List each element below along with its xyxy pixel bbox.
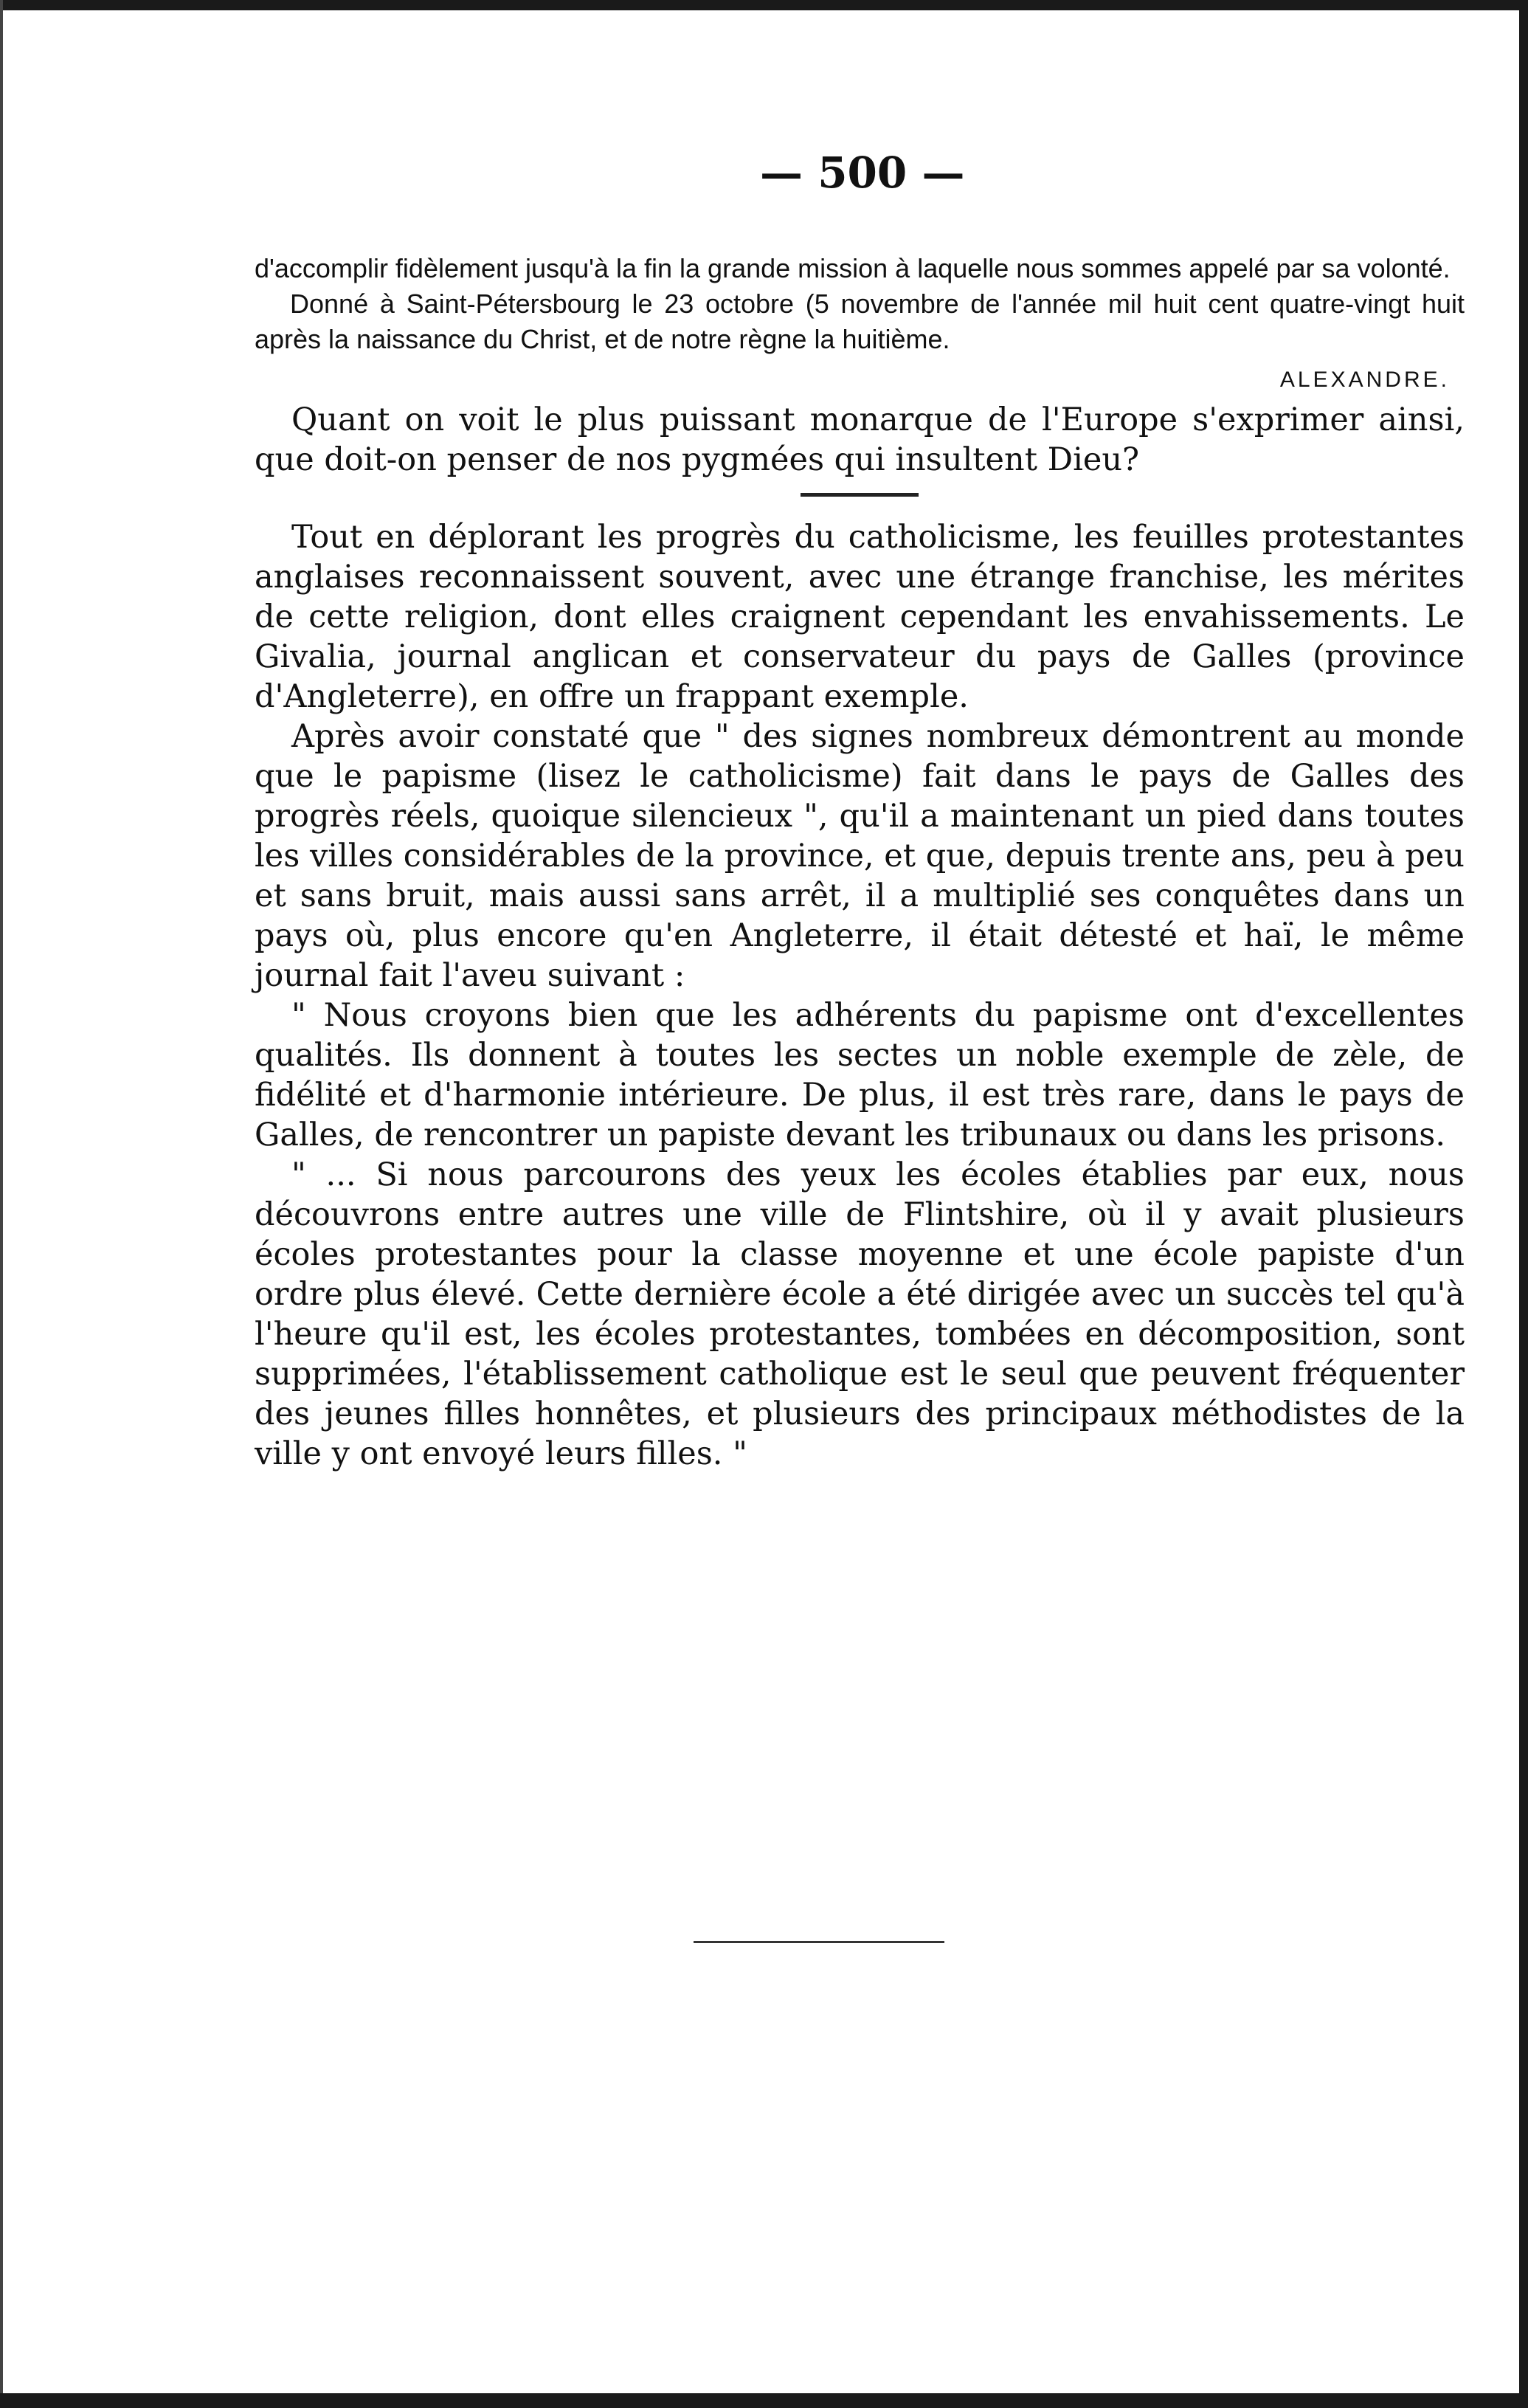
decree-signature: ALEXANDRE. — [1279, 368, 1450, 392]
page-number: — 500 — — [760, 148, 965, 198]
article-1-paragraph: Quant on voit le plus puissant monarque de l'Europe s'exprimer ainsi, que doit-on penser de nos pygmées qui insultent Dieu? — [255, 401, 1465, 478]
scan-right-border — [1519, 0, 1528, 2408]
article-2-quote-1: " Nous croyons bien que les adhérents du papisme ont d'excellentes qualités. Ils donnent à toutes les sectes un noble exemple de zèle, de fidélité et d'harmonie intérieure. De plus, il est très rare, dans le pays de Galles, de rencontrer un papiste devant les tribunaux ou dans les prisons. — [255, 997, 1465, 1153]
article-2-paragraph-2: Après avoir constaté que " des signes nombreux démontrent au monde que le papisme (lisez le catholicisme) fait dans le pays de Galles des progrès réels, quoique silencieux ", qu'il a maintenant un pied dans toutes les villes considérables de la province, et que, depuis trente ans, peu à peu et sans bruit, mais aussi sans arrêt, il a multiplié ses conquêtes dans un pays où, plus encore qu'en Angleterre, il était détesté et haï, le même journal fait l'aveu suivant : — [255, 718, 1465, 994]
decree-line-2: Donné à Saint-Pétersbourg le 23 octobre (5 novembre de l'année mil huit cent quatre-vingt huit après la naissance du Christ, et de notre règne la huitième. — [255, 289, 1465, 354]
section-divider — [801, 493, 919, 497]
closing-rule — [694, 1941, 944, 1943]
scan-left-border — [0, 0, 3, 2408]
scan-bottom-border — [0, 2393, 1528, 2408]
scan-top-border — [0, 0, 1528, 10]
article-2-paragraph-1: Tout en déplorant les progrès du catholicisme, les feuilles protestantes anglaises reconnaissent souvent, avec une étrange franchise, les mérites de cette religion, dont elles craignent cependant les envahissements. Le Givalia, journal anglican et conservateur du pays de Galles (province d'Angleterre), en offre un frappant exemple. — [255, 519, 1465, 715]
article-2-quote-2: " ... Si nous parcourons des yeux les écoles établies par eux, nous découvrons entre autres une ville de Flintshire, où il y avait plusieurs écoles protestantes pour la classe moyenne et une école papiste d'un ordre plus élevé. Cette dernière école a été dirigée avec un succès tel qu'à l'heure qu'il est, les écoles protestantes, tombées en décomposition, sont supprimées, l'établissement catholique est le seul que peuvent fréquenter des jeunes filles honnêtes, et plusieurs des principaux méthodistes de la ville y ont envoyé leurs filles. " — [255, 1156, 1465, 1472]
decree-line-1: d'accomplir fidèlement jusqu'à la fin la grande mission à laquelle nous sommes appelé par sa volonté. — [255, 253, 1451, 283]
page-body — [255, 251, 1465, 1474]
